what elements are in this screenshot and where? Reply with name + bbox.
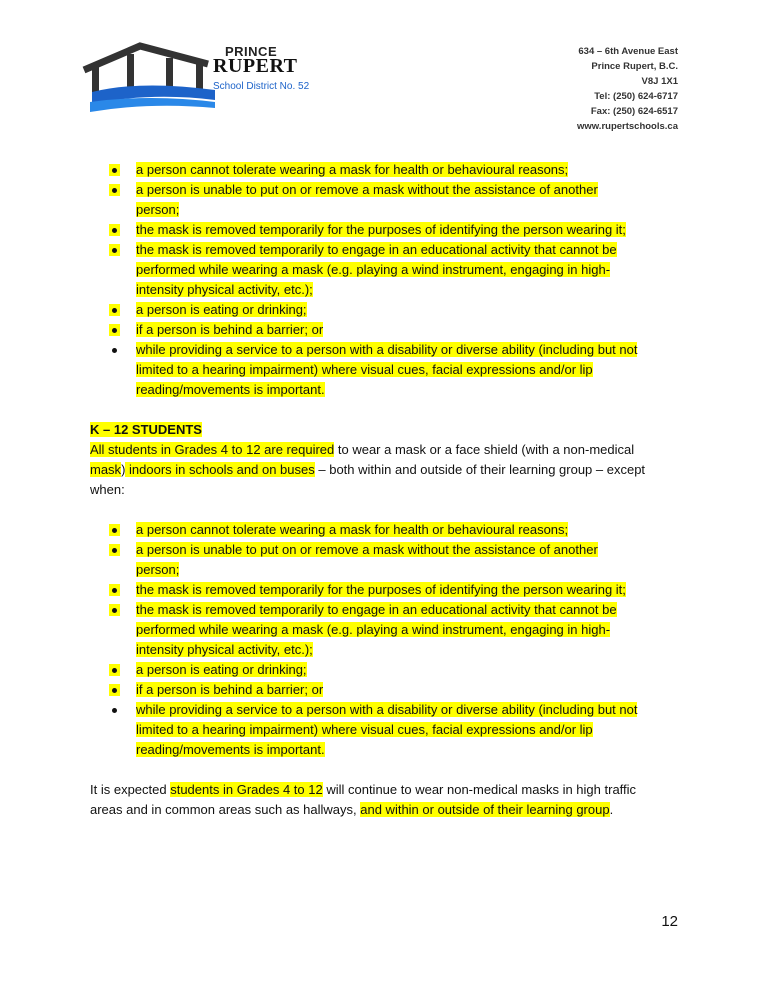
bullet-icon	[112, 168, 117, 173]
list-item: a person is unable to put on or remove a mask without the assistance of another person;	[90, 540, 680, 580]
list-item: the mask is removed temporarily for the purposes of identifying the person wearing it;	[90, 220, 680, 240]
school-roof-logo-icon	[80, 40, 215, 118]
logo-text-prince: PRINCE	[225, 44, 278, 59]
address-postal: V8J 1X1	[641, 76, 678, 87]
bullet-icon	[112, 588, 117, 593]
list-item: the mask is removed temporarily for the purposes of identifying the person wearing it;	[90, 580, 680, 600]
bullet-icon	[112, 228, 117, 233]
address-website[interactable]: www.rupertschools.ca	[576, 121, 678, 132]
bullet-icon	[112, 308, 117, 313]
address-street: 634 – 6th Avenue East	[578, 46, 678, 57]
bullet-icon	[112, 188, 117, 193]
bullet-icon	[112, 328, 117, 333]
exceptions-list-bottom	[90, 520, 680, 760]
district-logo	[80, 40, 310, 118]
bullet-icon	[112, 708, 117, 713]
bullet-icon	[112, 528, 117, 533]
list-item: a person is eating or drinking;	[90, 300, 680, 320]
address-tel: Tel: (250) 624-6717	[594, 91, 678, 102]
list-item: a person cannot tolerate wearing a mask for health or behavioural reasons;	[90, 160, 680, 180]
list-item: if a person is behind a barrier; or	[90, 680, 680, 700]
exceptions-list-top	[90, 160, 680, 400]
bullet-icon	[112, 348, 117, 353]
list-item: a person is eating or drinking;	[90, 660, 680, 680]
logo-text-district: School District No. 52	[213, 81, 310, 92]
section-paragraph: All students in Grades 4 to 12 are required to wear a mask or a face shield (with a non-medical mask) indoors in schools and on buses – both within and outside of their learning group – except when:	[90, 442, 646, 497]
bullet-icon	[112, 548, 117, 553]
list-item: while providing a service to a person with a disability or diverse ability (including but not limited to a hearing impairment) where visual cues, facial expressions and/or lip reading/movements is important.	[90, 340, 680, 400]
address-fax: Fax: (250) 624-6517	[590, 106, 678, 117]
section-heading: K – 12 STUDENTS	[90, 422, 202, 437]
list-item: if a person is behind a barrier; or	[90, 320, 680, 340]
bullet-icon	[112, 248, 117, 253]
list-item: the mask is removed temporarily to engage in an educational activity that cannot be performed while wearing a mask (e.g. playing a wind instrument, engaging in high- intensity physical activity, etc.);	[90, 240, 680, 300]
address-city: Prince Rupert, B.C.	[591, 61, 678, 72]
document-body	[90, 160, 680, 820]
bullet-icon	[112, 608, 117, 613]
bullet-icon	[112, 668, 117, 673]
list-item: a person is unable to put on or remove a mask without the assistance of another person;	[90, 180, 680, 220]
closing-paragraph: It is expected students in Grades 4 to 12 will continue to wear non-medical masks in high traffic areas and in common areas such as hallways, and within or outside of their learning group.	[90, 782, 637, 817]
bullet-icon	[112, 688, 117, 693]
list-item: the mask is removed temporarily to engage in an educational activity that cannot be performed while wearing a mask (e.g. playing a wind instrument, engaging in high- intensity physical activity, etc.);	[90, 600, 680, 660]
district-address	[577, 44, 678, 134]
list-item: a person cannot tolerate wearing a mask for health or behavioural reasons;	[90, 520, 680, 540]
page-number: 12	[661, 913, 678, 930]
list-item: while providing a service to a person with a disability or diverse ability (including but not limited to a hearing impairment) where visual cues, facial expressions and/or lip reading/movements is important.	[90, 700, 680, 760]
logo-text-rupert: RUPERT	[213, 55, 298, 77]
